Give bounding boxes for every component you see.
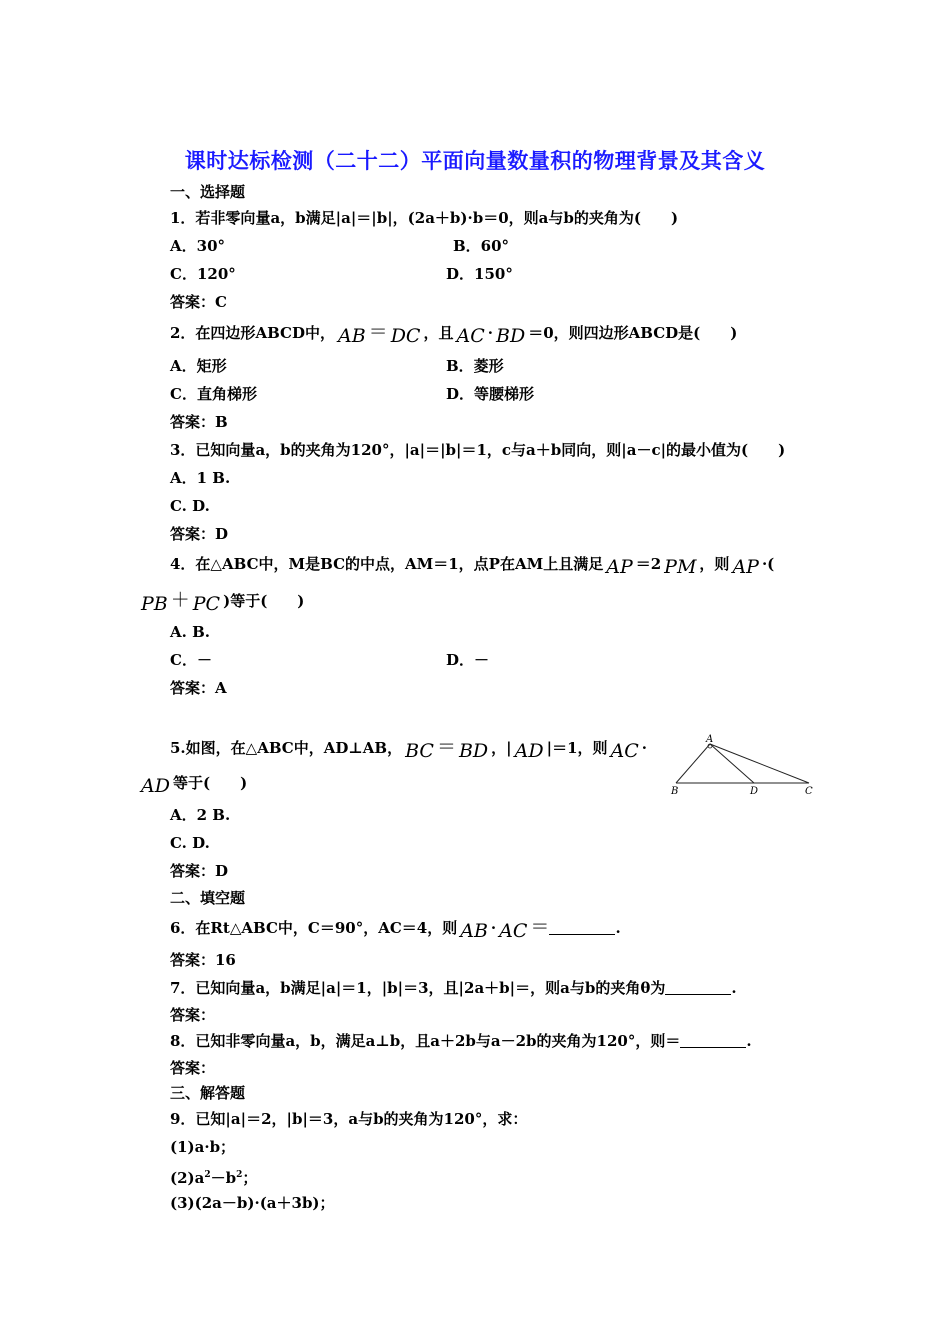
question-2-option-a: A．矩形 <box>170 357 227 375</box>
question-4-answer: 答案：A <box>170 679 227 697</box>
question-5-dot: · <box>641 739 648 757</box>
question-7-answer: 答案： <box>170 1006 216 1024</box>
question-2-dot: · <box>487 324 493 342</box>
label-c: C <box>805 786 813 797</box>
question-6-dot: · <box>490 919 497 937</box>
question-4-tail: ·( <box>761 555 775 573</box>
question-5-eq: ＝ <box>436 736 456 758</box>
question-5-mid2: |＝1，则 <box>546 739 608 757</box>
question-3-options-cd: C. D. <box>170 497 210 515</box>
question-9-part-2-a: (2)a <box>170 1169 205 1187</box>
question-6-answer: 答案：16 <box>170 951 236 969</box>
question-2-stem <box>170 322 737 346</box>
question-3-stem: 3．已知向量a，b的夹角为120°，|a|＝|b|＝1，c与a＋b同向，则|a－c|的最小值为( ) <box>170 441 786 459</box>
question-5-stem-line2 <box>138 773 247 796</box>
vector-ad: AD <box>514 740 544 762</box>
question-6-pre: 6．在Rt△ABC中，C＝90°，AC＝4，则 <box>170 919 458 937</box>
question-1-option-a: A．30° <box>170 237 226 255</box>
vector-bc: BC <box>405 740 434 762</box>
question-5-mid: ，| <box>491 739 512 757</box>
question-1-answer: 答案：C <box>170 293 227 311</box>
vector-pb: PB <box>141 593 168 615</box>
question-8-pre: 8．已知非零向量a，b，满足a⊥b，且a＋2b与a－2b的夹角为120°，则＝ <box>170 1032 681 1050</box>
question-8-blank[interactable] <box>680 1033 746 1048</box>
segment-ab <box>676 744 710 783</box>
vector-ac-q5: AC <box>610 740 639 762</box>
question-7-stem <box>170 978 737 998</box>
question-9-part-2-exp1: 2 <box>204 1170 211 1180</box>
question-9-part-2-exp2: 2 <box>236 1170 243 1180</box>
section-heading-choice: 一、选择题 <box>170 183 246 201</box>
question-4-options-ab: A. B. <box>170 623 210 641</box>
question-8-stem <box>170 1031 752 1051</box>
question-5-options-cd: C. D. <box>170 834 210 852</box>
vector-ab-q6: AB <box>460 920 488 942</box>
question-5-post: 等于( ) <box>172 774 248 792</box>
question-4-option-c: C．－ <box>170 651 212 669</box>
label-b: B <box>671 786 679 797</box>
question-4-stem-line2 <box>138 590 304 614</box>
question-6-post: ＝ <box>530 916 550 938</box>
vector-ac: AC <box>456 325 485 347</box>
vector-bd: BD <box>495 325 526 347</box>
question-2-mid: ，且 <box>423 324 454 342</box>
question-9-part-1: (1)a·b； <box>170 1138 236 1156</box>
question-1-option-d: D．150° <box>446 265 513 283</box>
vector-ap: AP <box>606 556 633 578</box>
question-8-end: . <box>746 1032 752 1050</box>
question-9-stem: 9．已知|a|＝2，|b|＝3，a与b的夹角为120°，求： <box>170 1110 528 1128</box>
question-9-part-2-end: ； <box>242 1169 258 1187</box>
question-2-answer: 答案：B <box>170 413 228 431</box>
question-2-option-b: B．菱形 <box>446 357 504 375</box>
vector-ad-2: AD <box>141 775 170 797</box>
segment-ad <box>710 744 754 783</box>
question-2-pre: 2．在四边形ABCD中， <box>170 324 335 342</box>
question-5-options-ab: A．2 B. <box>170 806 231 824</box>
question-3-options-ab: A．1 B. <box>170 469 231 487</box>
question-4-post: )等于( ) <box>223 592 305 610</box>
question-6-blank[interactable] <box>549 920 615 935</box>
question-9-part-2 <box>170 1165 257 1188</box>
question-7-end: . <box>731 979 737 997</box>
vector-bd-q5: BD <box>458 740 489 762</box>
vector-ab: AB <box>337 325 366 347</box>
question-2-post: ＝0，则四边形ABCD是( ) <box>528 324 738 342</box>
segment-ac <box>710 744 809 783</box>
question-6-end: . <box>615 919 621 937</box>
vector-ac-q6: AC <box>499 920 528 942</box>
question-4-mid2: ，则 <box>699 555 730 573</box>
label-a: A <box>706 734 714 745</box>
question-4-mid: ＝2 <box>635 555 662 573</box>
question-7-pre: 7．已知向量a，b满足|a|＝1，|b|＝3，且|2a＋b|＝，则a与b的夹角θ为 <box>170 979 666 997</box>
question-2-option-d: D．等腰梯形 <box>446 385 535 403</box>
page-title: 课时达标检测（二十二）平面向量数量积的物理背景及其含义 <box>184 148 766 173</box>
question-4-stem-line1 <box>170 554 774 577</box>
question-9-part-2-b: －b <box>210 1169 237 1187</box>
question-6-stem <box>170 917 621 941</box>
vector-pc: PC <box>192 593 221 615</box>
label-d: D <box>750 786 759 797</box>
question-1-option-c: C．120° <box>170 265 236 283</box>
question-5-answer: 答案：D <box>170 862 229 880</box>
question-4-pre: 4．在△ABC中，M是BC的中点，AM＝1，点P在AM上且满足 <box>170 555 604 573</box>
question-2-option-c: C．直角梯形 <box>170 385 257 403</box>
section-heading-fill: 二、填空题 <box>170 889 246 907</box>
question-9-part-3: (3)(2a－b)·(a＋3b)； <box>170 1194 335 1212</box>
question-1-stem: 1．若非零向量a，b满足|a|＝|b|，(2a＋b)·b＝0，则a与b的夹角为( ) <box>170 209 679 227</box>
question-1-option-b: B．60° <box>453 237 510 255</box>
vector-pm: PM <box>664 556 697 578</box>
question-8-answer: 答案： <box>170 1059 216 1077</box>
question-5-pre: 5.如图，在△ABC中，AD⊥AB， <box>170 739 403 757</box>
question-4-option-d: D．－ <box>446 651 490 669</box>
question-2-eq: ＝ <box>368 321 388 343</box>
question-4-plus: ＋ <box>170 589 190 611</box>
question-3-answer: 答案：D <box>170 525 229 543</box>
section-heading-solve: 三、解答题 <box>170 1084 246 1102</box>
vector-ap-2: AP <box>732 556 759 578</box>
question-7-blank[interactable] <box>665 980 731 995</box>
question-5-stem-line1 <box>170 737 647 761</box>
vector-dc: DC <box>390 325 421 347</box>
triangle-figure <box>668 732 818 798</box>
